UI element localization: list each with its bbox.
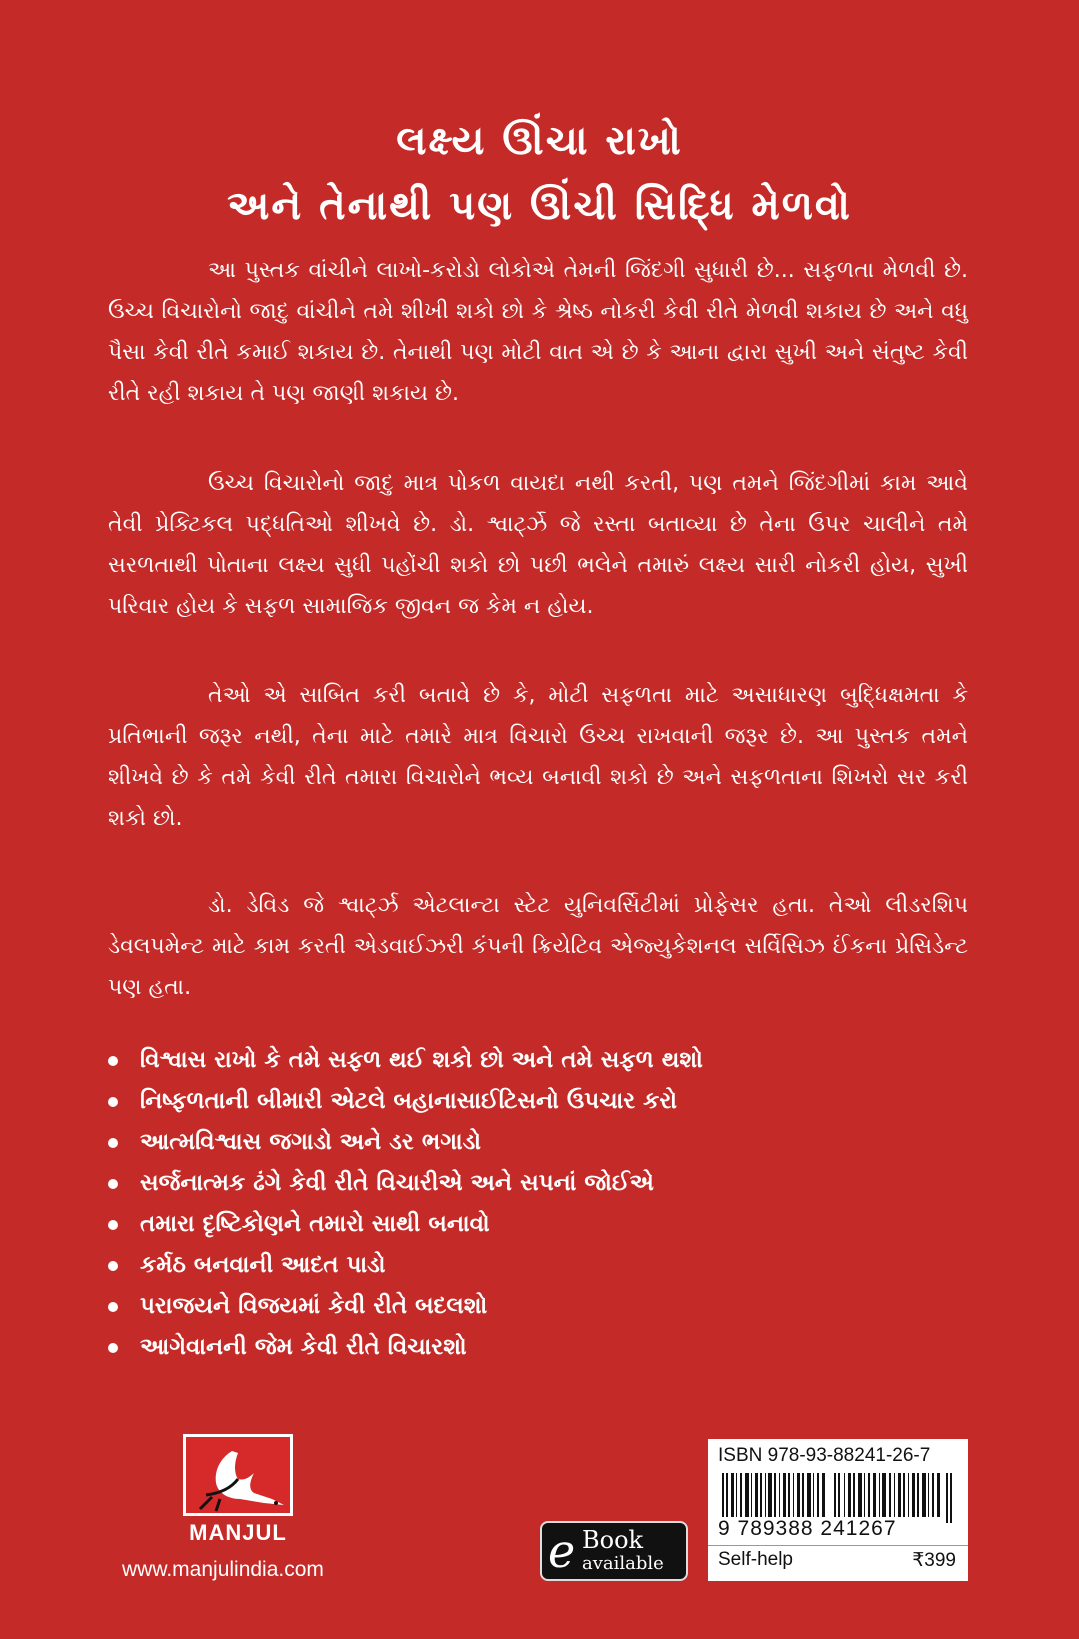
- paragraph-proof: તેઓ એ સાબિત કરી બતાવે છે કે, મોટી સફળતા માટે અસાધારણ બુદ્ધિક્ષમતા કે પ્રતિભાની જરૂર નથી, તેના માટે તમારે માત્ર વિચારો ઉચ્ચ રાખવાની જરૂર છે. આ પુસ્તક તમને શીખવે છે કે તમે કેવી રીતે તમારા વિચારોને ભવ્ય બનાવી શકો છે અને સફળતાના શિખરો સર કરી શકો છો.: [108, 683, 968, 831]
- isbn-label: ISBN 978-93-88241-26-7: [718, 1445, 931, 1466]
- list-item-text: વિશ્વાસ રાખો કે તમે સફળ થઈ શકો છો અને તમે સફળ થશો: [140, 1047, 703, 1073]
- list-item-text: સર્જનાત્મક ઢંગે કેવી રીતે વિચારીએ અને સપનાં જોઈએ: [140, 1170, 654, 1196]
- list-item: [108, 1245, 968, 1286]
- headline-line-2: અને તેનાથી પણ ઊંચી સિદ્ધિ મેળવો: [227, 183, 852, 229]
- list-item-text: આત્મવિશ્વાસ જગાડો અને ડર ભગાડો: [140, 1129, 482, 1155]
- list-item: [108, 1122, 968, 1163]
- list-item: [108, 1286, 968, 1327]
- bullet-icon: [108, 1097, 118, 1107]
- headline-line-1: લક્ષ્ય ઊંચા રાખો: [396, 118, 683, 164]
- list-item-text: પરાજયને વિજયમાં કેવી રીતે બદલશો: [140, 1293, 488, 1319]
- bullet-icon: [108, 1220, 118, 1230]
- barcode-number: 9 789388 241267: [718, 1517, 897, 1540]
- paragraph-methods: ઉચ્ચ વિચારોનો જાદુ માત્ર પોકળ વાયદા નથી કરતી, પણ તમને જિંદગીમાં કામ આવે તેવી પ્રેક્ટિકલ પદ્ધતિઓ શીખવે છે. ડો. શ્વાર્ટ્ઝે જે રસ્તા બતાવ્યા છે તેના ઉપર ચાલીને તમે સરળતાથી પોતાના લક્ષ્ય સુધી પહોંચી શકો છો પછી ભલેને તમારું લક્ષ્ય સારી નોકરી હોય, સુખી પરિવાર હોય કે સફળ સામાજિક જીવન જ કેમ ન હોય.: [108, 471, 968, 619]
- ebook-availability: available: [582, 1553, 664, 1574]
- bullet-icon: [108, 1343, 118, 1353]
- crane-bird-icon: [192, 1443, 290, 1513]
- list-item: [108, 1327, 968, 1368]
- bullet-icon: [108, 1261, 118, 1271]
- bullet-icon: [108, 1302, 118, 1312]
- publisher-logo: [183, 1434, 293, 1516]
- ebook-word: Book: [582, 1526, 644, 1554]
- publisher-website: www.manjulindia.com: [122, 1558, 324, 1581]
- book-category: Self-help: [718, 1549, 793, 1570]
- list-item-text: આગેવાનની જેમ કેવી રીતે વિચારશો: [140, 1334, 467, 1360]
- list-item-text: તમારા દૃષ્ટિકોણને તમારો સાથી બનાવો: [140, 1211, 490, 1237]
- ebook-badge: [540, 1521, 688, 1581]
- list-item-text: નિષ્ફળતાની બીમારી એટલે બહાનાસાઈટિસનો ઉપચાર કરો: [140, 1088, 678, 1114]
- list-item: [108, 1204, 968, 1245]
- paragraph-author-bio: ડો. ડેવિડ જે શ્વાર્ટ્ઝ એટલાન્ટા સ્ટેટ યુનિવર્સિટીમાં પ્રોફેસર હતા. તેઓ લીડરશિપ ડેવલપમેન્ટ માટે કામ કરતી એડવાઈઝરી કંપની ક્રિયેટિવ એજ્યુકેશનલ સર્વિસિઝ ઈંકના પ્રેસિડેન્ટ પણ હતા.: [108, 893, 968, 1000]
- bullet-icon: [108, 1179, 118, 1189]
- bullet-icon: [108, 1138, 118, 1148]
- book-price: ₹399: [912, 1550, 956, 1571]
- paragraph-intro: આ પુસ્તક વાંચીને લાખો-કરોડો લોકોએ તેમની જિંદગી સુધારી છે... સફળતા મેળવી છે. ઉચ્ચ વિચારોનો જાદુ વાંચીને તમે શીખી શકો છો કે શ્રેષ્ઠ નોકરી કેવી રીતે મેળવી શકાય છે અને વધુ પૈસા કેવી રીતે કમાઈ શકાય છે. તેનાથી પણ મોટી વાત એ છે કે આના દ્વારા સુખી અને સંતુષ્ટ કેવી રીતે રહી શકાય તે પણ જાણી શકાય છે.: [108, 258, 968, 406]
- list-item-text: કર્મઠ બનવાની આદત પાડો: [140, 1252, 386, 1278]
- bullet-icon: [108, 1056, 118, 1066]
- key-points-list: [108, 1040, 968, 1368]
- list-item: [108, 1163, 968, 1204]
- barcode-box: [708, 1439, 968, 1581]
- barcode-bars-icon: [722, 1473, 954, 1523]
- list-item: [108, 1040, 968, 1081]
- list-item: [108, 1081, 968, 1122]
- barcode-divider: [708, 1545, 968, 1546]
- publisher-name: MANJUL: [189, 1520, 287, 1545]
- ebook-e-letter: e: [548, 1524, 576, 1578]
